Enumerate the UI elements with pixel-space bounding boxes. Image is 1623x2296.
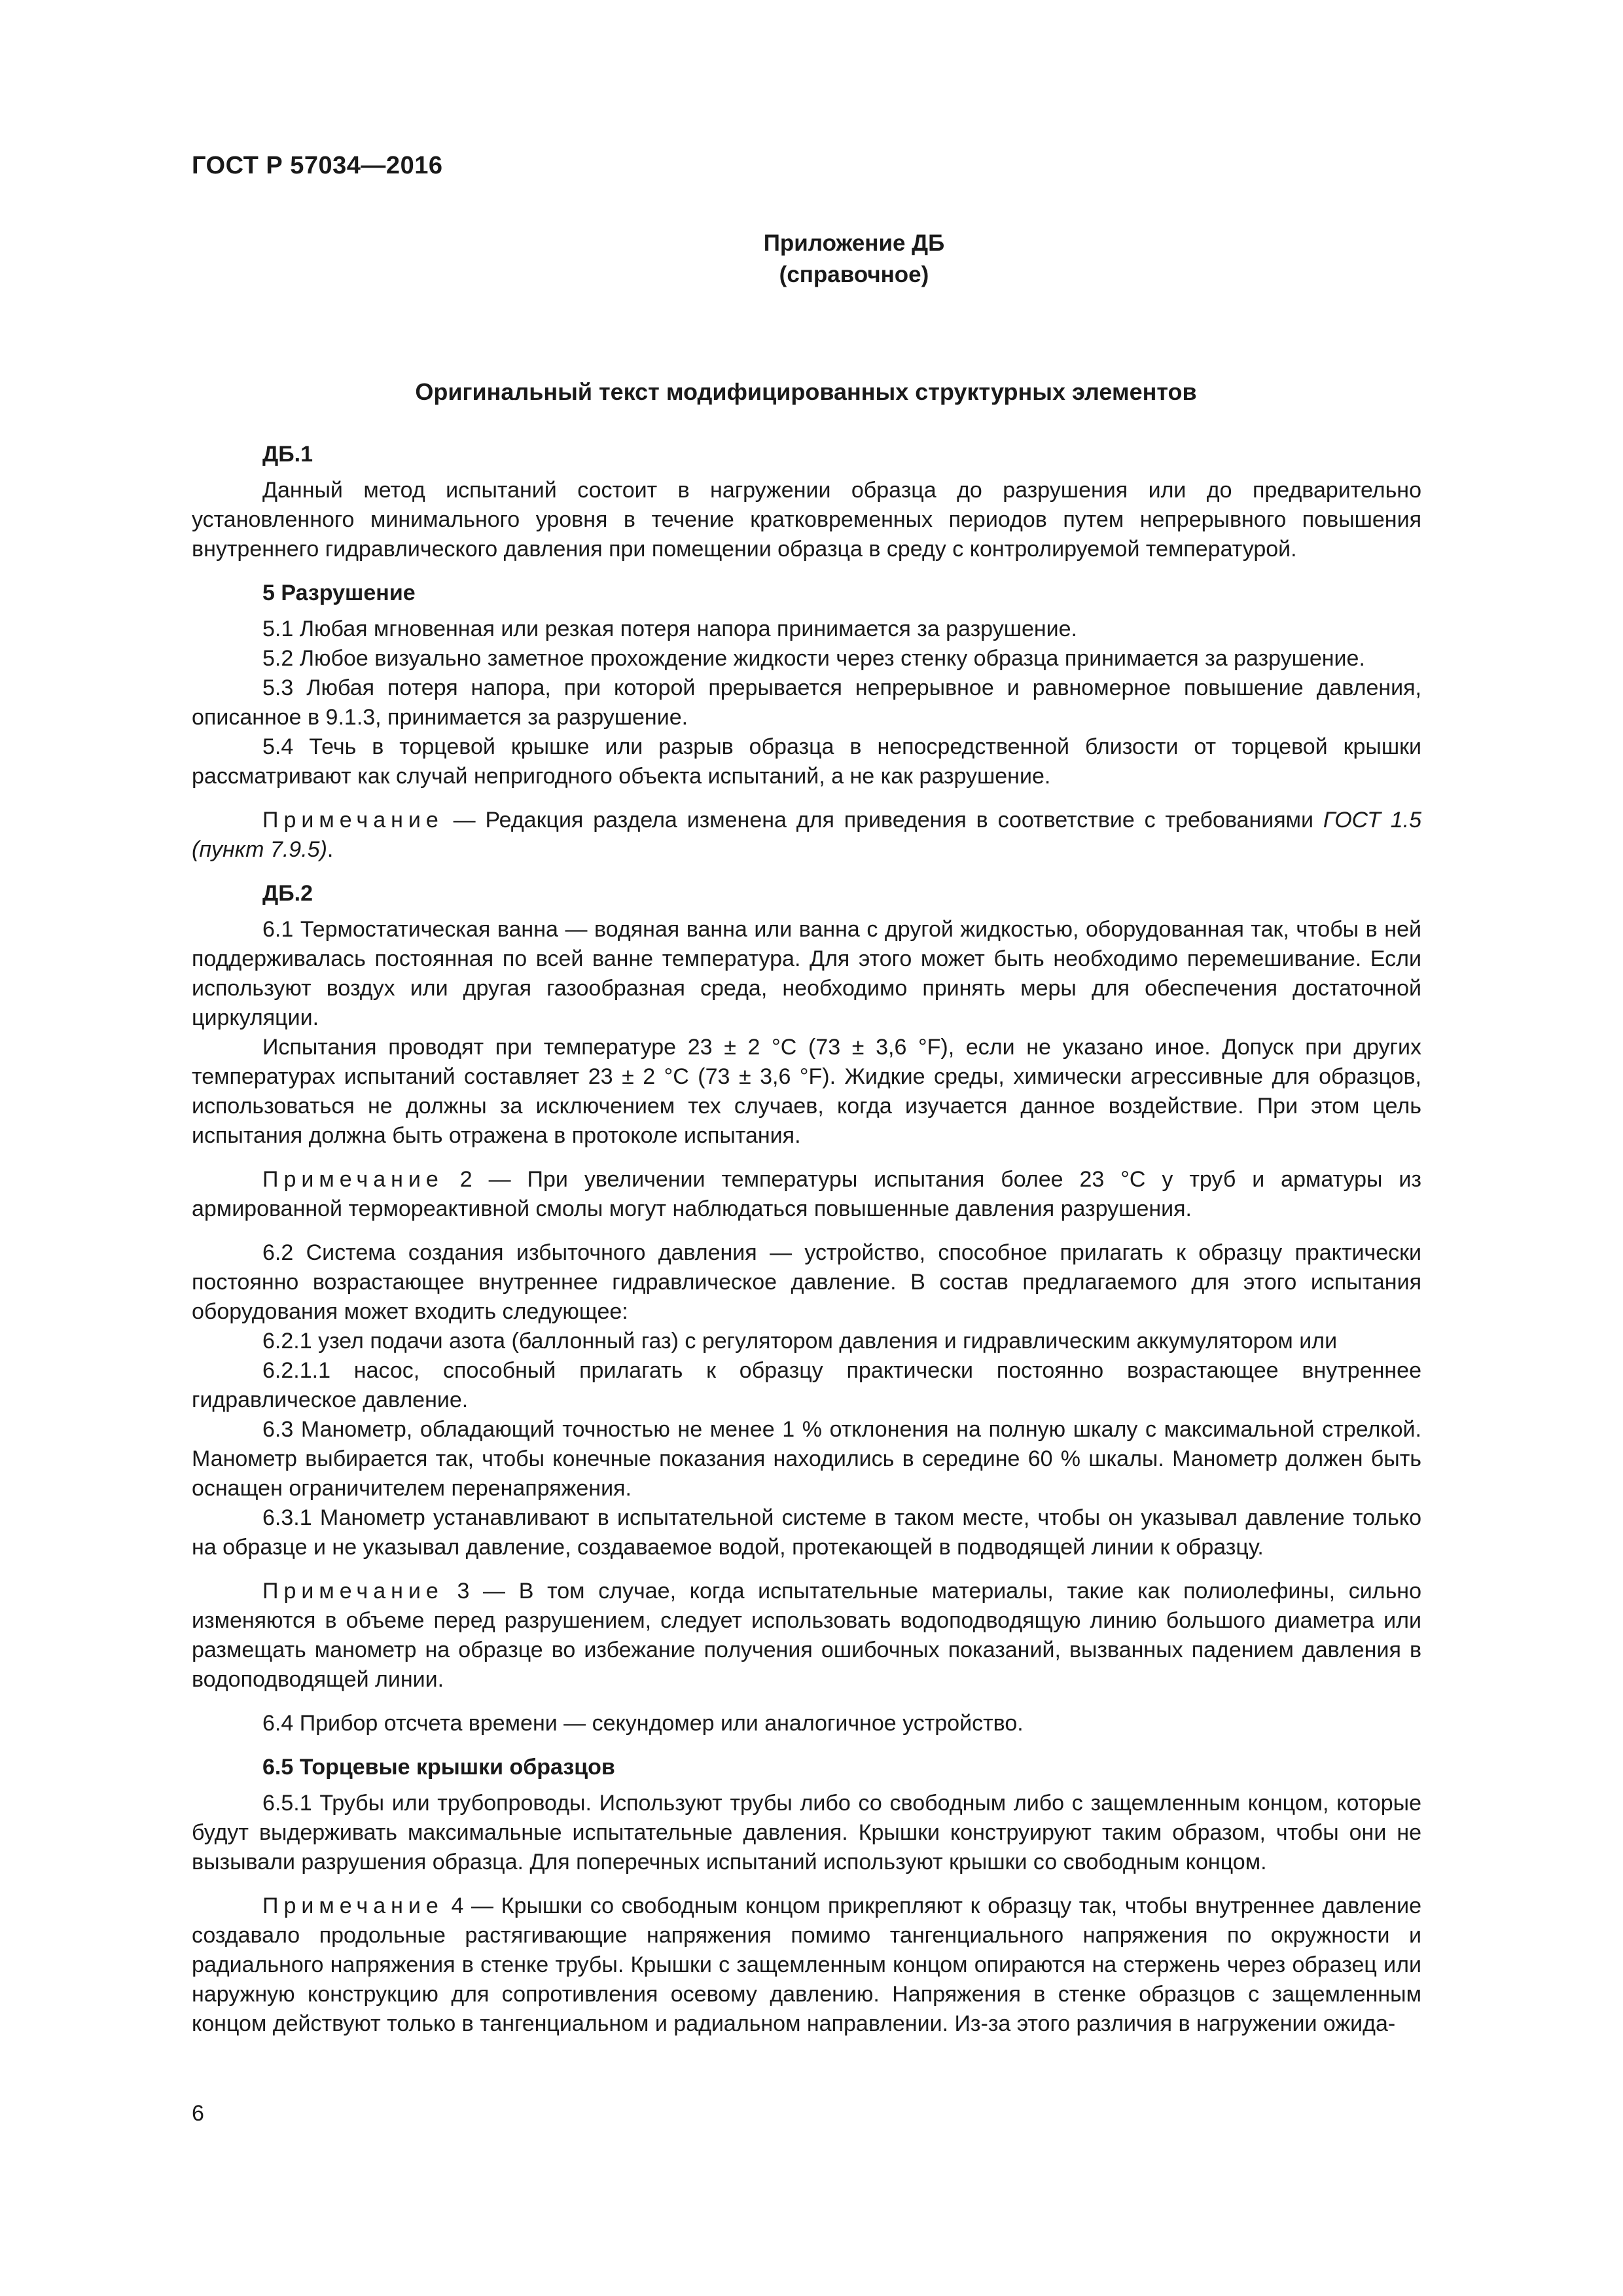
paragraph-6-4: 6.4 Прибор отсчета времени — секундомер или аналогичное устройство. — [262, 1711, 1024, 1736]
standard-code: ГОСТ Р 57034—2016 — [192, 152, 443, 179]
paragraph-6-5-1: 6.5.1 Трубы или трубопроводы. Используют трубы либо со свободным либо с защемленным концом, которые будут выдерживать максимальные испытательные давления. Крышки конструируют таким образом, чтобы они не вызывали разрушения образца. Для поперечных испытаний используют крышки со свободным концом. — [192, 1791, 1421, 1874]
note-1-label: Примечание — [262, 808, 444, 833]
document-body — [192, 440, 1421, 2039]
paragraph-6-2-1: 6.2.1 узел подачи азота (баллонный газ) с регулятором давления и гидравлическим аккумулятором или — [262, 1329, 1338, 1354]
note-4-label: Примечание — [262, 1893, 444, 1918]
note-1-text: — Редакция раздела изменена для приведения в соответствие с требованиями — [443, 808, 1323, 833]
paragraph-6-3: 6.3 Манометр, обладающий точностью не менее 1 % отклонения на полную шкалу с максимальной стрелкой. Манометр выбирается так, чтобы конечные показания находились в середине 60 % шкалы. Манометр должен быть оснащен ограничителем перенапряжения. — [192, 1417, 1421, 1501]
note-1-end: . — [327, 837, 334, 862]
note-3-text: 3 — В том случае, когда испытательные материалы, такие как полиолефины, сильно изменяются в объеме перед разрушением, следует использовать водоподводящую линию большого диаметра или размещать манометр на образце во избежание получения ошибочных показаний, вызванных падением давления в водоподводящей линии. — [192, 1579, 1421, 1692]
paragraph-6-1: 6.1 Термостатическая ванна — водяная ванна или ванна с другой жидкостью, оборудованная так, чтобы в ней поддерживалась постоянная по всей ванне температура. Для этого может быть необходимо перемешивание. Если используют воздух или другая газообразная среда, необходимо принять меры для обеспечения достаточной циркуляции. — [192, 917, 1421, 1030]
paragraph-6-3-1: 6.3.1 Манометр устанавливают в испытательной системе в таком месте, чтобы он указывал давление только на образце и не указывал давление, создаваемое водой, протекающей в подводящей линии к образцу. — [192, 1505, 1421, 1560]
page-number: 6 — [192, 2101, 204, 2126]
note-2-text: 2 — При увеличении температуры испытания более 23 °С у труб и арматуры из армированной термореактивной смолы могут наблюдаться повышенные давления разрушения. — [192, 1167, 1421, 1221]
note-3-label: Примечание — [262, 1579, 444, 1604]
section-5-heading: 5 Разрушение — [262, 581, 416, 605]
note-1 — [192, 806, 1421, 865]
section-db2-label: ДБ.2 — [262, 881, 313, 906]
note-4-text: 4 — Крышки со свободным концом прикрепляют к образцу так, чтобы внутреннее давление создавало продольные растягивающие напряжения помимо тангенциального напряжения по окружности и радиального напряжения в стенке трубы. Крышки с защемленным концом опираются на стержень через образец или наружную конструкцию для сопротивления осевому давлению. Напряжения в стенке образцов с защемленным концом действуют только в тангенциальном и радиальном направлении. Из-за этого различия в нагружении ожида- — [192, 1893, 1421, 2036]
note-2-label: Примечание — [262, 1167, 444, 1192]
note-3 — [192, 1577, 1421, 1695]
paragraph-6-2: 6.2 Система создания избыточного давления — устройство, способное прилагать к образцу практически постоянно возрастающее внутреннее гидравлическое давление. В состав предлагаемого для этого испытания оборудования может входить следующее: — [192, 1240, 1421, 1324]
paragraph-6-2-1-1: 6.2.1.1 насос, способный прилагать к образцу практически постоянно возрастающее внутреннее гидравлическое давление. — [192, 1358, 1421, 1412]
appendix-kind: (справочное) — [779, 262, 929, 287]
note-2 — [192, 1165, 1421, 1224]
section-6-5-heading: 6.5 Торцевые крышки образцов — [262, 1755, 615, 1780]
document-title: Оригинальный текст модифицированных структурных элементов — [415, 378, 1197, 405]
section-db1-text: Данный метод испытаний состоит в нагружении образца до разрушения или до предварительно установленного минимального уровня в течение кратковременных периодов путем непрерывного повышения внутреннего гидравлического давления при помещении образца в среду с контролируемой температурой. — [192, 478, 1421, 562]
paragraph-5-1: 5.1 Любая мгновенная или резкая потеря напора принимается за разрушение. — [262, 617, 1078, 641]
note-1-reference: ГОСТ 1.5 (пункт 7.9.5) — [192, 808, 1421, 862]
paragraph-5-4: 5.4 Течь в торцевой крышке или разрыв образца в непосредственной близости от торцевой крышки рассматривают как случай непригодного объекта испытаний, а не как разрушение. — [192, 734, 1421, 789]
appendix-title: Приложение ДБ — [763, 230, 945, 256]
note-4 — [192, 1892, 1421, 2039]
section-db1-label: ДБ.1 — [262, 442, 313, 467]
paragraph-5-2: 5.2 Любое визуально заметное прохождение жидкости через стенку образца принимается за разрушение. — [262, 646, 1365, 671]
paragraph-6-1-temperature: Испытания проводят при температуре 23 ± 2 °С (73 ± 3,6 °F), если не указано иное. Допуск при других температурах испытаний составляет 23 ± 2 °С (73 ± 3,6 °F). Жидкие среды, химически агрессивные для образцов, использоваться не должны за исключением тех случаев, когда изучается данное воздействие. При этом цель испытания должна быть отражена в протоколе испытания. — [192, 1035, 1421, 1148]
paragraph-5-3: 5.3 Любая потеря напора, при которой прерывается непрерывное и равномерное повышение давления, описанное в 9.1.3, принимается за разрушение. — [192, 675, 1421, 730]
